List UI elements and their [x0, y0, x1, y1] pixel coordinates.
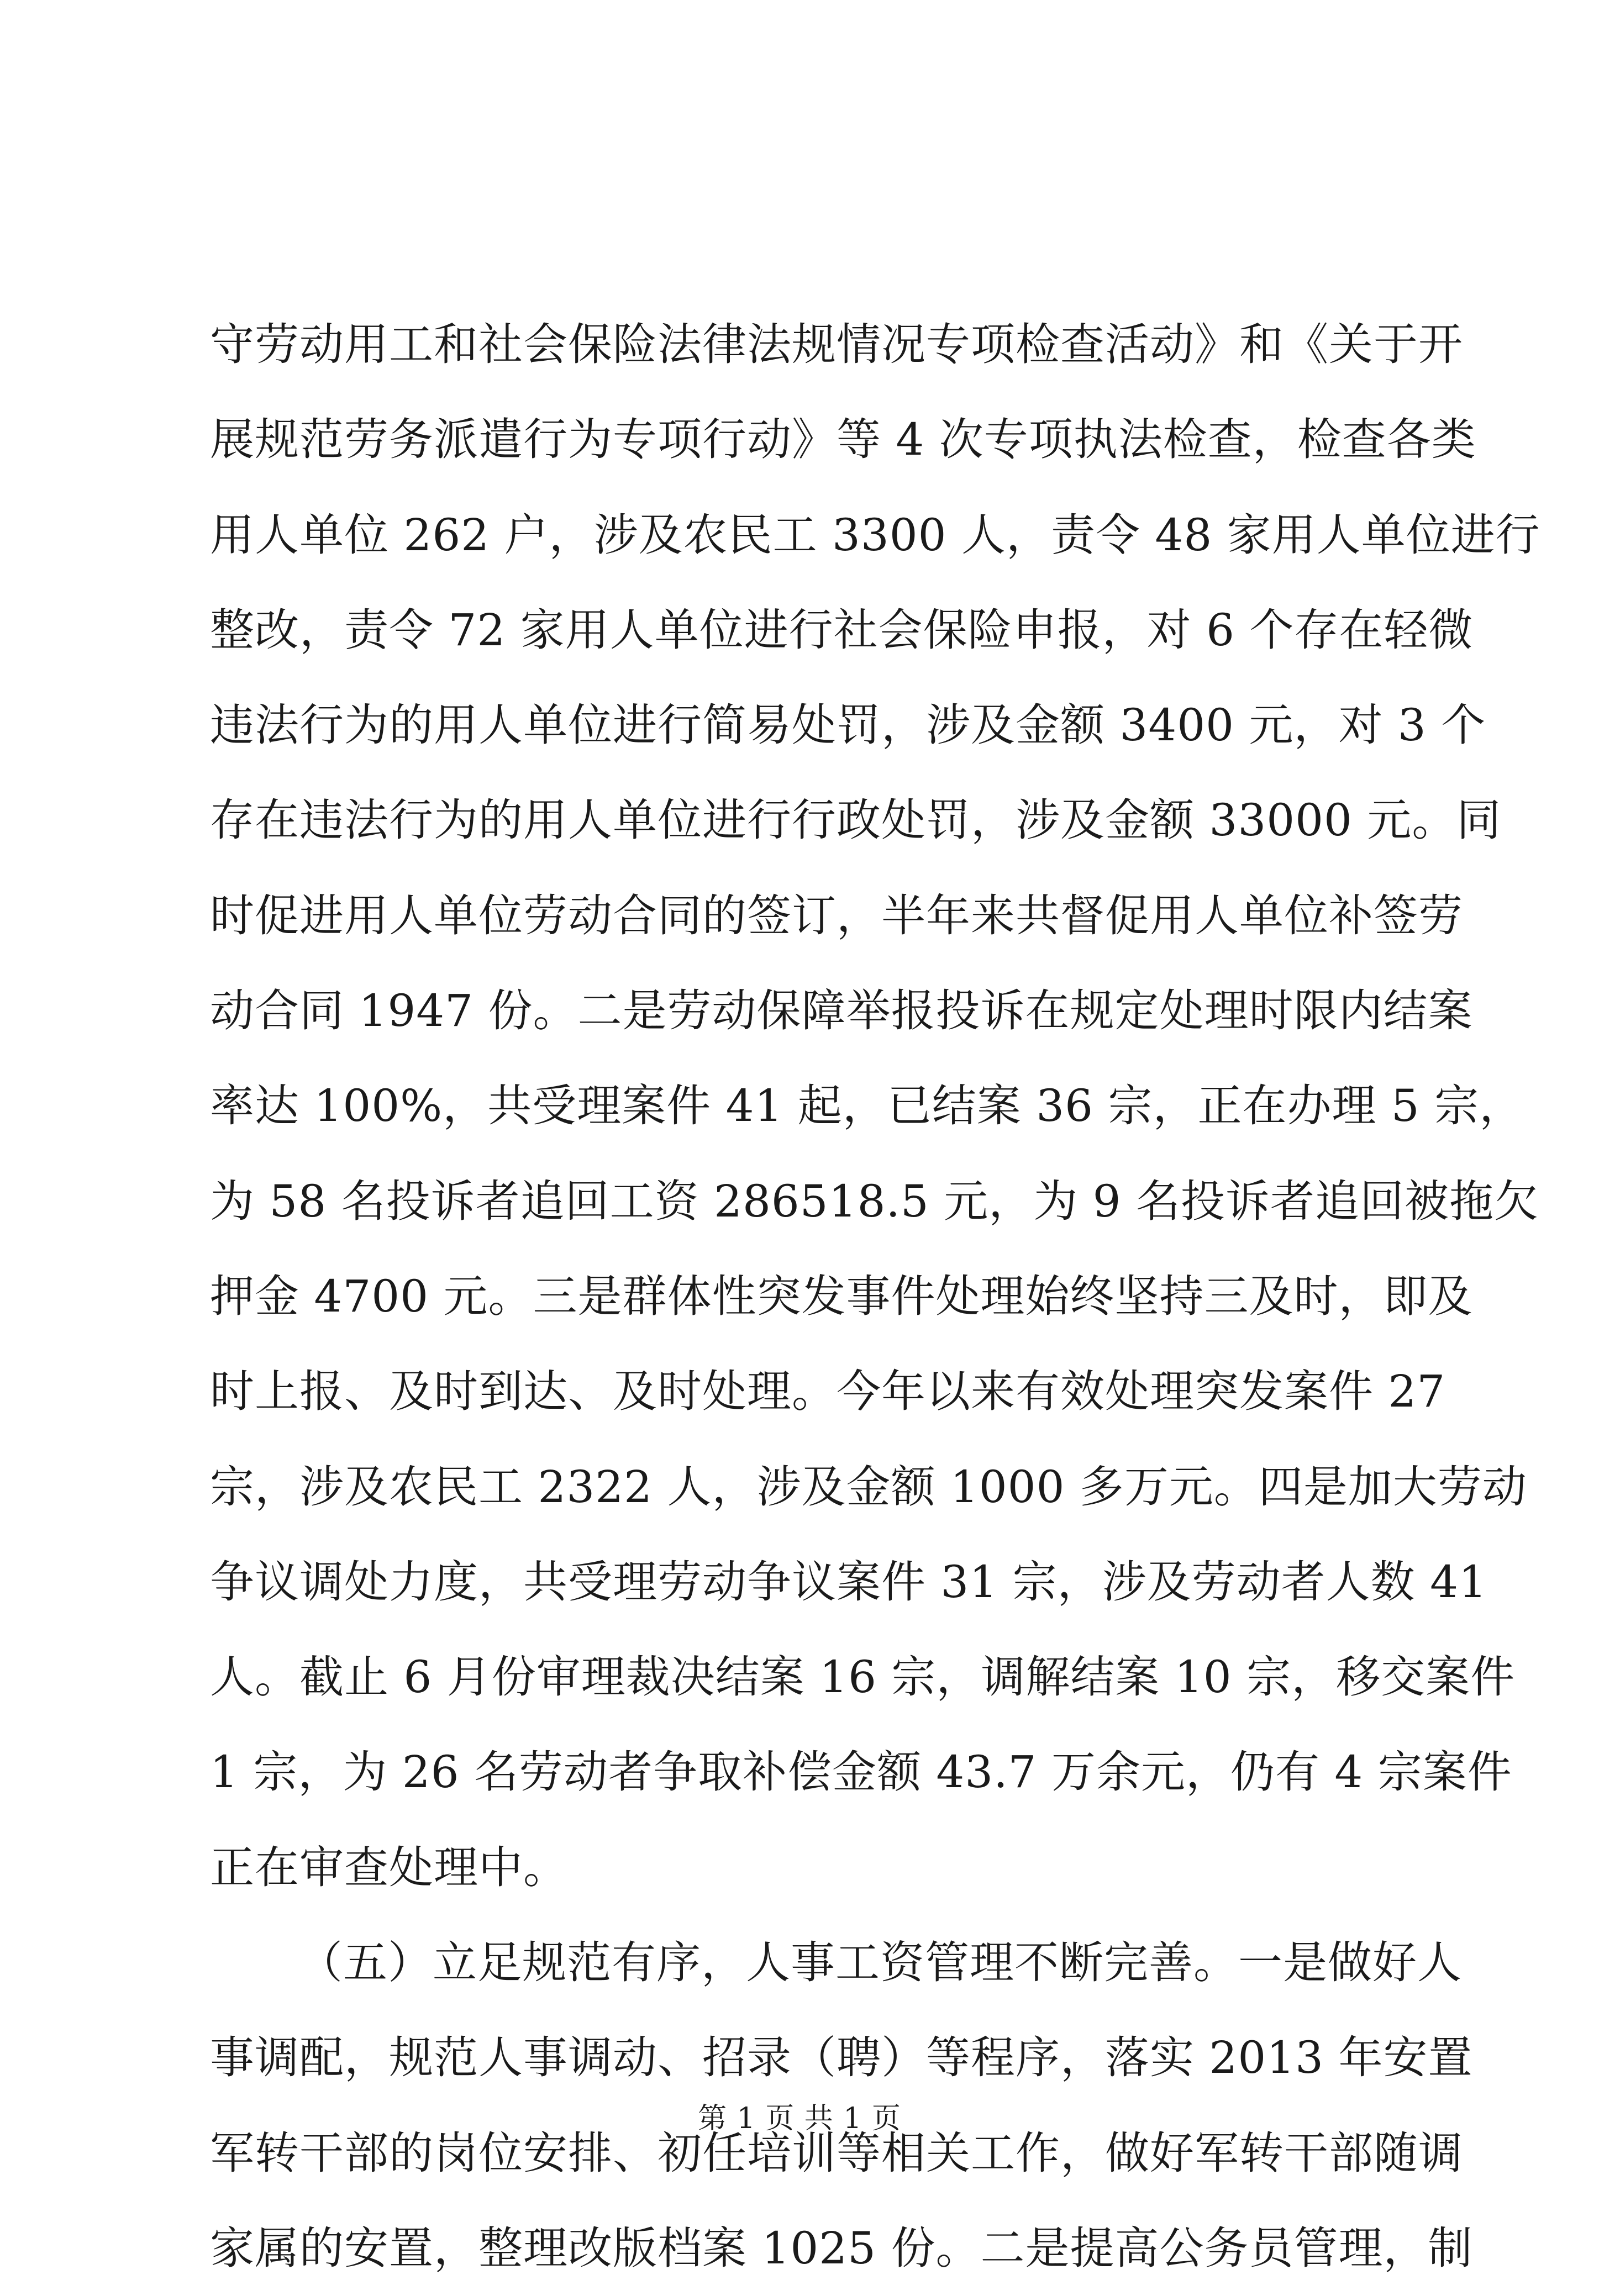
text-line-paragraph-start: （五）立足规范有序，人事工资管理不断完善。一是做好人: [298, 1937, 1462, 1989]
text-line: 时促进用人单位劳动合同的签订，半年来共督促用人单位补签劳: [210, 889, 1463, 941]
text-line: 1 宗，为 26 名劳动者争取补偿金额 43.7 万余元，仍有 4 宗案件: [210, 1746, 1512, 1798]
text-line: 人。截止 6 月份审理裁决结案 16 宗，调解结案 10 宗，移交案件: [210, 1651, 1516, 1703]
text-line: 动合同 1947 份。二是劳动保障举报投诉在规定处理时限内结案: [210, 985, 1473, 1037]
text-line: 为 58 名投诉者追回工资 286518.5 元，为 9 名投诉者追回被拖欠: [210, 1175, 1539, 1227]
text-line: 军转干部的岗位安排、初任培训等相关工作，做好军转干部随调: [210, 2127, 1463, 2179]
text-line: 事调配，规范人事调动、招录（聘）等程序，落实 2013 年安置: [210, 2032, 1473, 2084]
text-line: 时上报、及时到达、及时处理。今年以来有效处理突发案件 27: [210, 1366, 1446, 1418]
text-line-paragraph-end: 正在审查处理中。: [210, 1841, 568, 1893]
text-line: 展规范劳务派遣行为专项行动》等 4 次专项执法检查，检查各类: [210, 414, 1476, 466]
text-line: 宗，涉及农民工 2322 人，涉及金额 1000 多万元。四是加大劳动: [210, 1461, 1527, 1513]
text-line: 家属的安置，整理改版档案 1025 份。二是提高公务员管理，制: [210, 2222, 1473, 2274]
text-line: 存在违法行为的用人单位进行行政处罚，涉及金额 33000 元。同: [210, 794, 1502, 846]
text-line: 用人单位 262 户，涉及农民工 3300 人，责令 48 家用人单位进行: [210, 509, 1540, 561]
text-line: 整改，责令 72 家用人单位进行社会保险申报，对 6 个存在轻微: [210, 604, 1474, 656]
page-footer: 第 1 页 共 1 页: [698, 2102, 901, 2135]
text-line: 争议调处力度，共受理劳动争议案件 31 宗，涉及劳动者人数 41: [210, 1556, 1487, 1608]
text-line: 守劳动用工和社会保险法律法规情况专项检查活动》和《关于开: [210, 319, 1463, 370]
text-line: 违法行为的用人单位进行简易处罚，涉及金额 3400 元，对 3 个: [210, 699, 1486, 751]
text-line: 押金 4700 元。三是群体性突发事件处理始终坚持三及时，即及: [210, 1270, 1473, 1322]
text-line: 率达 100%，共受理案件 41 起，已结案 36 宗，正在办理 5 宗，: [210, 1080, 1524, 1132]
body-text: [210, 297, 1540, 2296]
